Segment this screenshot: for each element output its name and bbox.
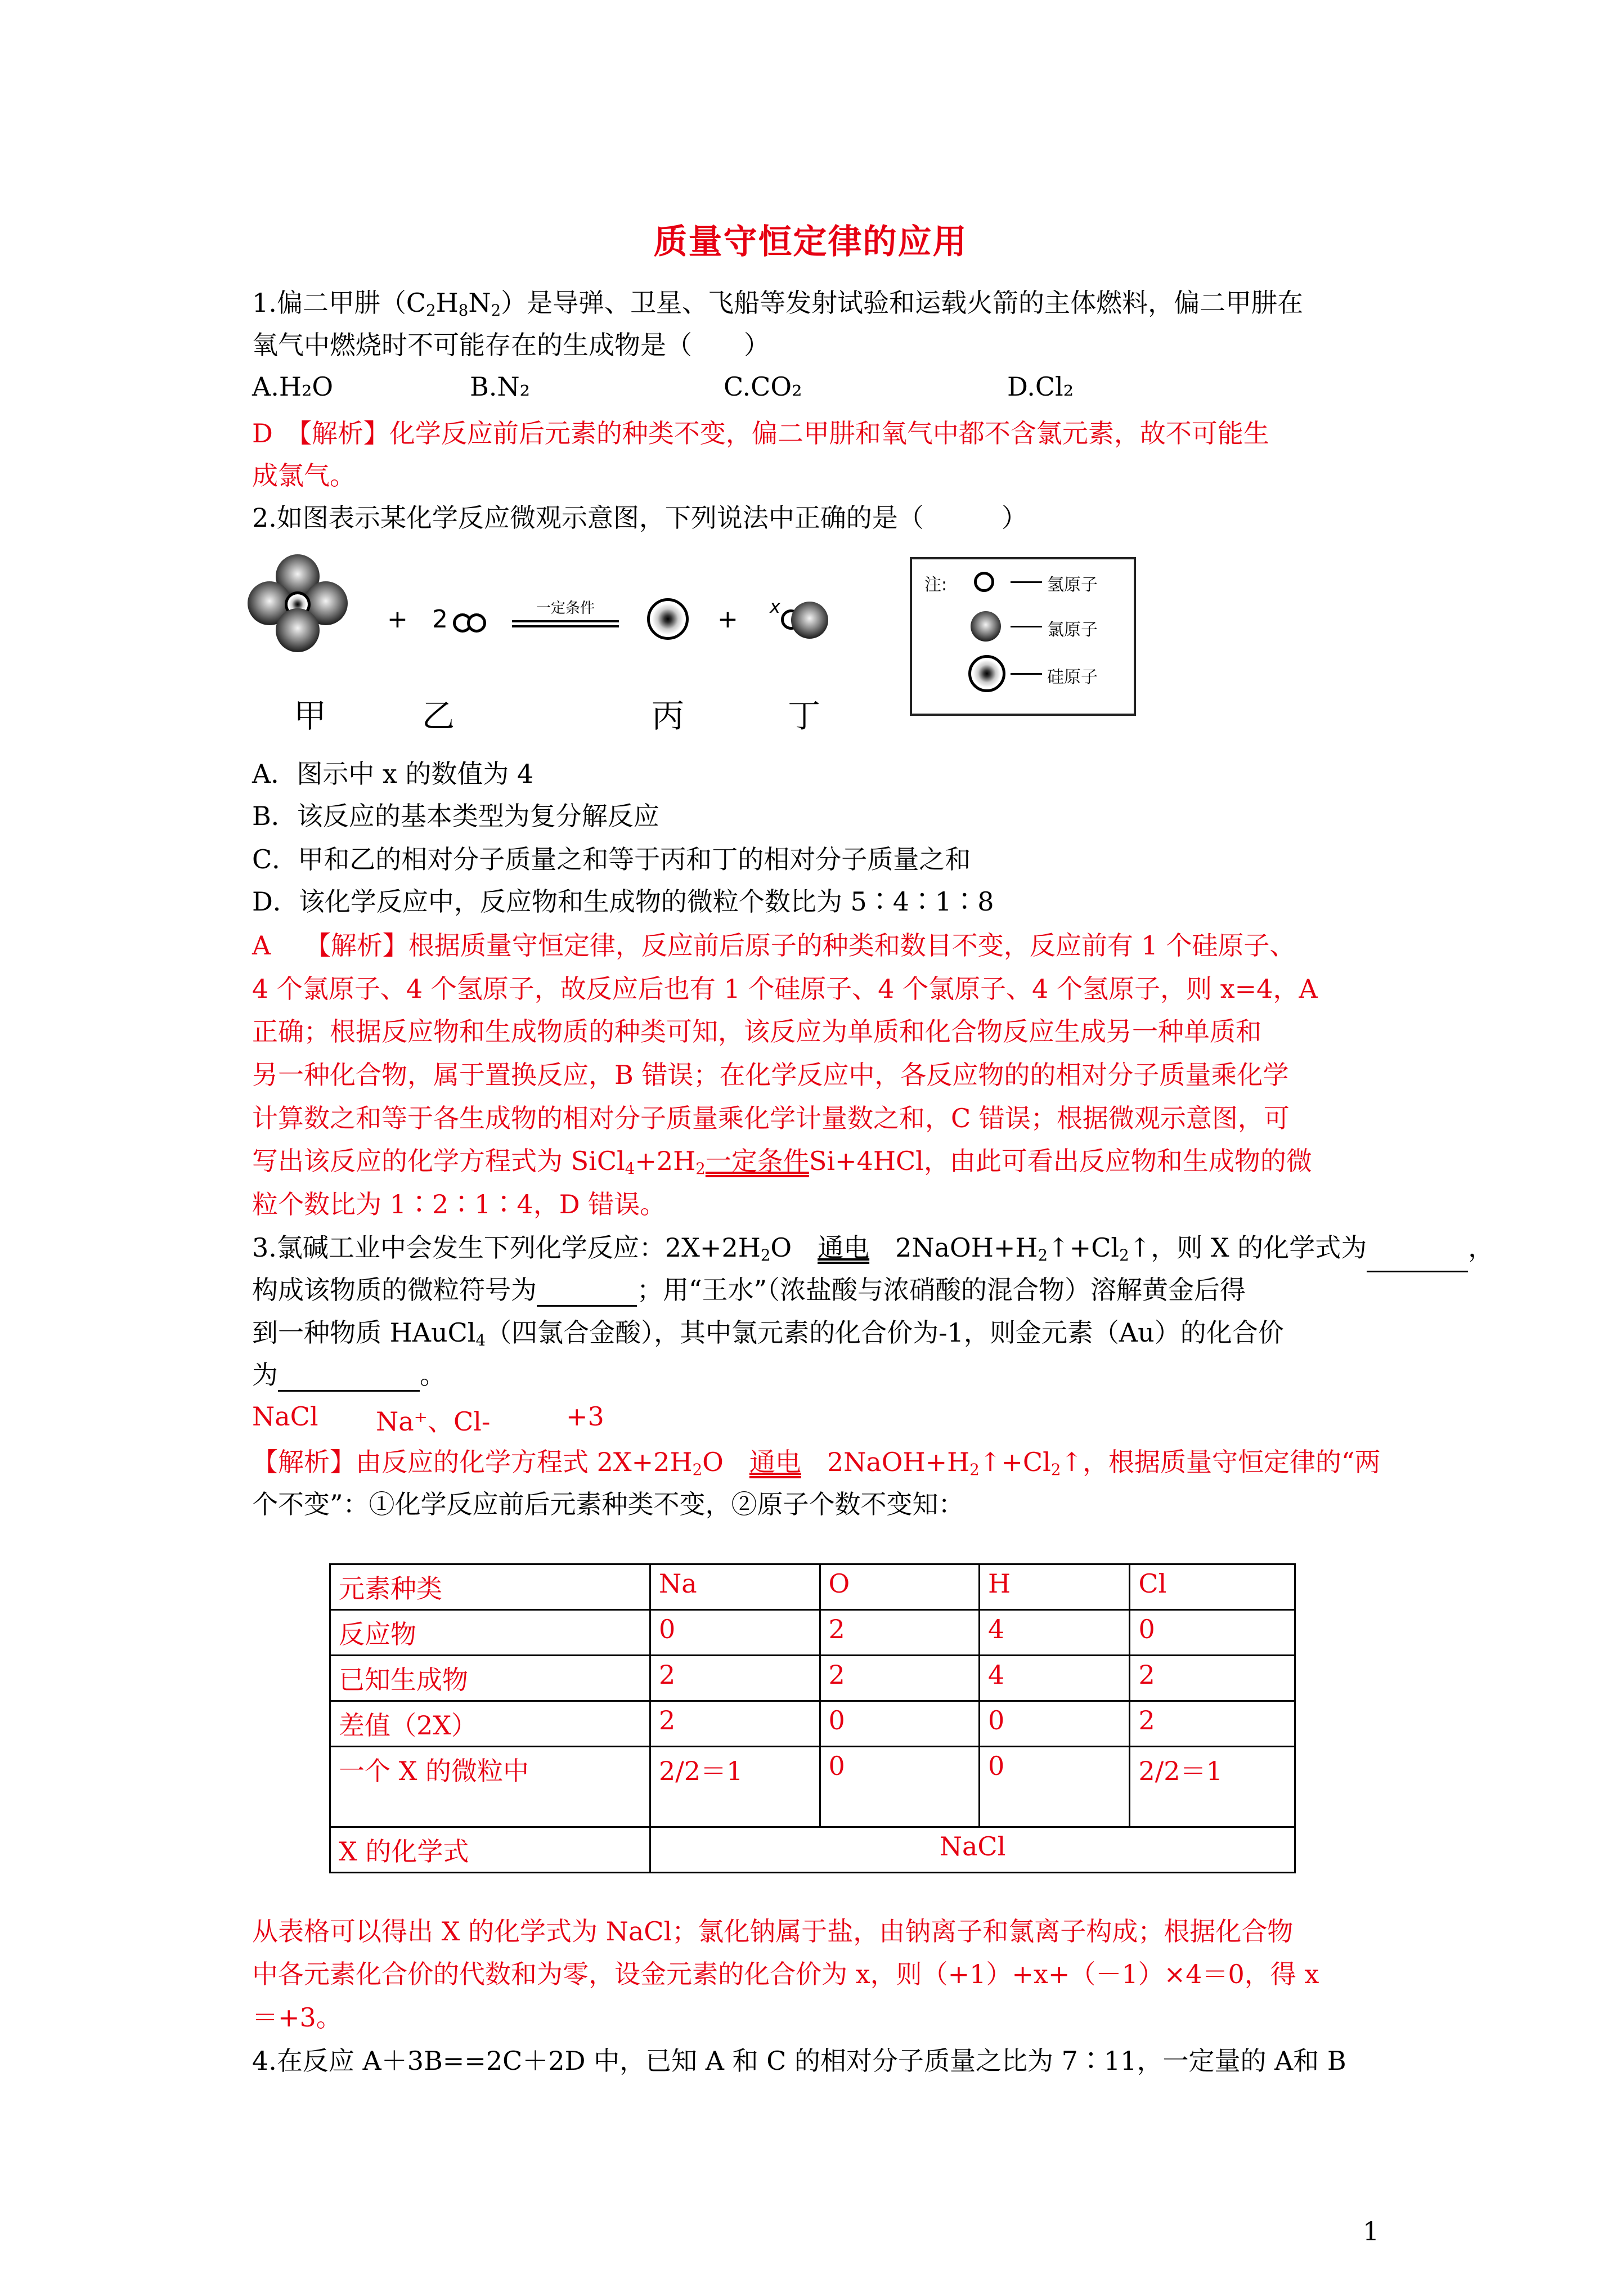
table-cell: X 的化学式 <box>330 1827 650 1873</box>
q3-text-c: ↑+Cl <box>1048 1232 1120 1263</box>
q3-text-b: 2NaOH+H <box>869 1232 1038 1263</box>
q2-eq-text-b: +2H <box>635 1146 696 1176</box>
silicon-atom <box>968 655 1005 692</box>
arrow-line <box>512 620 619 622</box>
legend-silicon: 硅原子 <box>1047 667 1098 687</box>
legend-title: 注: <box>924 575 948 595</box>
q4-stem: 4.在反应 A＋3B==2C＋2D 中，已知 A 和 C 的相对分子质量之比为 7∶11，一定量的 A和 B <box>252 2046 1346 2076</box>
chlorine-atom <box>971 611 1001 642</box>
table-cell: NaCl <box>650 1827 1295 1873</box>
table-cell: 4 <box>979 1656 1130 1701</box>
reaction-diagram <box>248 554 1446 740</box>
reaction-condition: 一定条件 <box>536 600 595 617</box>
coefficient-b: 2 <box>432 605 448 634</box>
q2-answer-equation-line: 写出该反应的化学方程式为 $SiCl_4+2H_2$一定条件Si+4HCl，由此可看出反应物和生成物的微 <box>252 1146 1312 1178</box>
table-cell: H <box>979 1564 1130 1610</box>
q1-option-b: B.N₂ <box>470 371 531 402</box>
label-bing: 丙 <box>652 697 685 735</box>
q1-text-c: N <box>468 288 491 318</box>
table-cell: Na <box>650 1564 820 1610</box>
q3-text-j: 。 <box>420 1360 446 1390</box>
q2-answer-line4: 另一种化合物，属于置换反应，B 错误；在化学反应中，各反应物的的相对分子质量乘化学 <box>252 1060 1289 1090</box>
q2-eq-condition: 一定条件 <box>705 1146 809 1176</box>
q3-answer-3: +3 <box>566 1401 604 1432</box>
page-title: 质量守恒定律的应用 <box>653 222 968 262</box>
hydrogen-atom <box>467 613 486 633</box>
q3-text-d: ↑，则 X 的化学式为 <box>1129 1232 1367 1263</box>
table-row <box>330 1564 1295 1610</box>
legend-dash <box>1011 626 1042 627</box>
table-cell: 2 <box>650 1656 820 1701</box>
q2-eq-text-c: Si+4HCl，由此可看出反应物和生成物的微 <box>809 1146 1312 1176</box>
q3-blank-1[interactable] <box>1367 1245 1468 1272</box>
q3-analysis-condition: 通电 <box>749 1447 801 1477</box>
table-cell: 2 <box>650 1701 820 1747</box>
table-cell: 2/2＝1 <box>650 1747 820 1827</box>
hydrogen-atom <box>974 572 994 592</box>
label-ding: 丁 <box>788 697 821 735</box>
silicon-atom <box>647 598 689 640</box>
q1-text-d: ）是导弹、卫星、飞船等发射试验和运载火箭的主体燃料，偏二甲肼在 <box>501 288 1304 318</box>
q2-stem: 2.如图表示某化学反应微观示意图，下列说法中正确的是（ ） <box>252 503 1027 533</box>
q3-condition: 通电 <box>818 1232 870 1263</box>
q3-text-i: 为 <box>252 1360 278 1390</box>
table-cell: 0 <box>820 1747 979 1827</box>
table-cell: 2 <box>1130 1656 1295 1701</box>
q3-analysis-line2: 个不变”：①化学反应前后元素种类不变，②原子个数不变知： <box>252 1489 964 1519</box>
legend-dash <box>1011 581 1042 583</box>
atom-count-table <box>329 1563 1296 1873</box>
table-cell: O <box>820 1564 979 1610</box>
table-cell: 元素种类 <box>330 1564 650 1610</box>
q2-answer-line2: 4 个氯原子、4 个氢原子，故反应后也有 1 个硅原子、4 个氯原子、4 个氢原子，则 x=4，A <box>252 974 1318 1004</box>
q2-option-d: D．该化学反应中，反应物和生成物的微粒个数比为 5∶4∶1∶8 <box>252 886 994 917</box>
q3-analysis-text-d: ↑，根据质量守恒定律的“两 <box>1061 1447 1381 1477</box>
q2-answer-line7: 粒个数比为 1∶2∶1∶4，D 错误。 <box>252 1189 666 1219</box>
q3-analysis-text-a: 【解析】由反应的化学方程式 2X+2H <box>252 1447 693 1477</box>
q3-text-e: 构成该物质的微粒符号为 <box>252 1275 537 1305</box>
q3-conclusion-line1: 从表格可以得出 X 的化学式为 NaCl；氯化钠属于盐，由钠离子和氯离子构成；根据化合物 <box>252 1916 1294 1947</box>
q2-option-a: A．图示中 x 的数值为 4 <box>252 759 534 789</box>
q3-blank-3[interactable] <box>278 1364 420 1392</box>
q1-answer-line1: D 【解析】化学反应前后元素的种类不变，偏二甲肼和氧气中都不含氯元素，故不可能生 <box>252 418 1269 449</box>
q3-answer-2: Na⁺、Cl- <box>376 1406 491 1437</box>
table-cell: 4 <box>979 1610 1130 1656</box>
q3-analysis-text-b: 2NaOH+H <box>801 1447 970 1477</box>
q1-sub-n: 2 <box>491 301 501 320</box>
q3-conclusion-line3: ＝+3。 <box>252 2002 342 2033</box>
table-cell: 0 <box>979 1701 1130 1747</box>
q3-analysis-line1: 【解析】由反应的化学方程式 $2X+2H_2O$ 通电 $2NaOH+H_2↑+Cl_2↑$，根据质量守恒定律的“两 <box>252 1447 1381 1479</box>
q3-text-h: （四氯合金酸），其中氯元素的化合价为-1，则金元素（Au）的化合价 <box>486 1317 1284 1348</box>
q3-blank-2[interactable] <box>537 1279 637 1307</box>
legend-hydrogen: 氢原子 <box>1047 575 1098 595</box>
q1-stem-line1 <box>252 286 1303 328</box>
coefficient-d: x <box>770 596 780 617</box>
q1-stem-line2: 氧气中燃烧时不可能存在的生成物是（ ） <box>252 330 770 360</box>
q3-stem-line4 <box>252 1358 446 1392</box>
table-row <box>330 1610 1295 1656</box>
plus-sign: + <box>717 605 738 634</box>
q2-answer-line5: 计算数之和等于各生成物的相对分子质量乘化学计量数之和，C 错误；根据微观示意图，可 <box>252 1103 1290 1133</box>
table-cell: Cl <box>1130 1564 1295 1610</box>
q3-analysis-text-c: ↑+Cl <box>979 1447 1051 1477</box>
q3-stem-line3: 到一种物质 HAuCl$_4$（四氯合金酸），其中氯元素的化合价为-1，则金元素（Au）的化合价 <box>252 1317 1284 1349</box>
q2-eq-text-a: 写出该反应的化学方程式为 SiCl <box>252 1146 625 1176</box>
table-cell: 已知生成物 <box>330 1656 650 1701</box>
q1-text-b: H <box>435 288 459 318</box>
q3-conclusion-line2: 中各元素化合价的代数和为零，设金元素的化合价为 x，则（+1）+x+（－1）×4＝0，得 x <box>252 1959 1319 1989</box>
table-cell: 2 <box>1130 1701 1295 1747</box>
q1-option-a: A.H₂O <box>252 371 334 402</box>
q1-sub-c: 2 <box>426 301 436 320</box>
label-jia: 甲 <box>294 697 327 735</box>
q3-answer-1: NaCl <box>252 1401 318 1432</box>
table-cell: 0 <box>650 1610 820 1656</box>
page-number: 1 <box>1363 2216 1380 2246</box>
table-cell: 2 <box>820 1656 979 1701</box>
q2-option-c: C．甲和乙的相对分子质量之和等于丙和丁的相对分子质量之和 <box>252 844 971 875</box>
table-row <box>330 1827 1295 1873</box>
q1-text-a: 1.偏二甲肼（C <box>252 288 426 318</box>
q3-text-a: 3.氯碱工业中会发生下列化学反应：2X+2H <box>252 1232 761 1263</box>
q3-stem-line2 <box>252 1273 1246 1307</box>
q2-option-b: B．该反应的基本类型为复分解反应 <box>252 801 659 831</box>
table-cell: 2 <box>820 1610 979 1656</box>
q3-text-f: ；用“王水”（浓盐酸与浓硝酸的混合物）溶解黄金后得 <box>637 1275 1246 1305</box>
q1-answer-line2: 成氯气。 <box>252 460 356 491</box>
q2-answer-line3: 正确；根据反应物和生成物质的种类可知，该反应为单质和化合物反应生成另一种单质和 <box>252 1016 1261 1047</box>
table-cell: 反应物 <box>330 1610 650 1656</box>
q1-option-d: D.Cl₂ <box>1007 371 1074 402</box>
table-cell: 0 <box>979 1747 1130 1827</box>
table-cell: 2/2＝1 <box>1130 1747 1295 1827</box>
q3-stem-line1: 3.氯碱工业中会发生下列化学反应：$2X+2H_2O$ 通电 $2NaOH+H_2↑+Cl_2↑$，则 X 的化学式为 ， <box>252 1231 1494 1272</box>
table-cell: 差值（2X） <box>330 1701 650 1747</box>
q3-text-g: 到一种物质 HAuCl <box>252 1317 476 1348</box>
table-row <box>330 1656 1295 1701</box>
legend-dash <box>1011 673 1042 675</box>
label-yi: 乙 <box>422 697 455 735</box>
diagram-legend <box>910 557 1136 716</box>
chlorine-atom <box>791 602 828 639</box>
plus-sign: + <box>387 605 408 634</box>
chlorine-atom <box>276 608 320 652</box>
arrow-line <box>512 625 619 627</box>
table-cell: 一个 X 的微粒中 <box>330 1747 650 1827</box>
table-row <box>330 1701 1295 1747</box>
table-row <box>330 1747 1295 1827</box>
q1-sub-h: 8 <box>458 301 469 320</box>
table-cell: 0 <box>820 1701 979 1747</box>
table-cell: 0 <box>1130 1610 1295 1656</box>
legend-chlorine: 氯原子 <box>1047 620 1098 640</box>
q2-answer-line1: A 【解析】根据质量守恒定律，反应前后原子的种类和数目不变，反应前有 1 个硅原子、 <box>252 930 1296 961</box>
q1-option-c: C.CO₂ <box>724 371 802 402</box>
